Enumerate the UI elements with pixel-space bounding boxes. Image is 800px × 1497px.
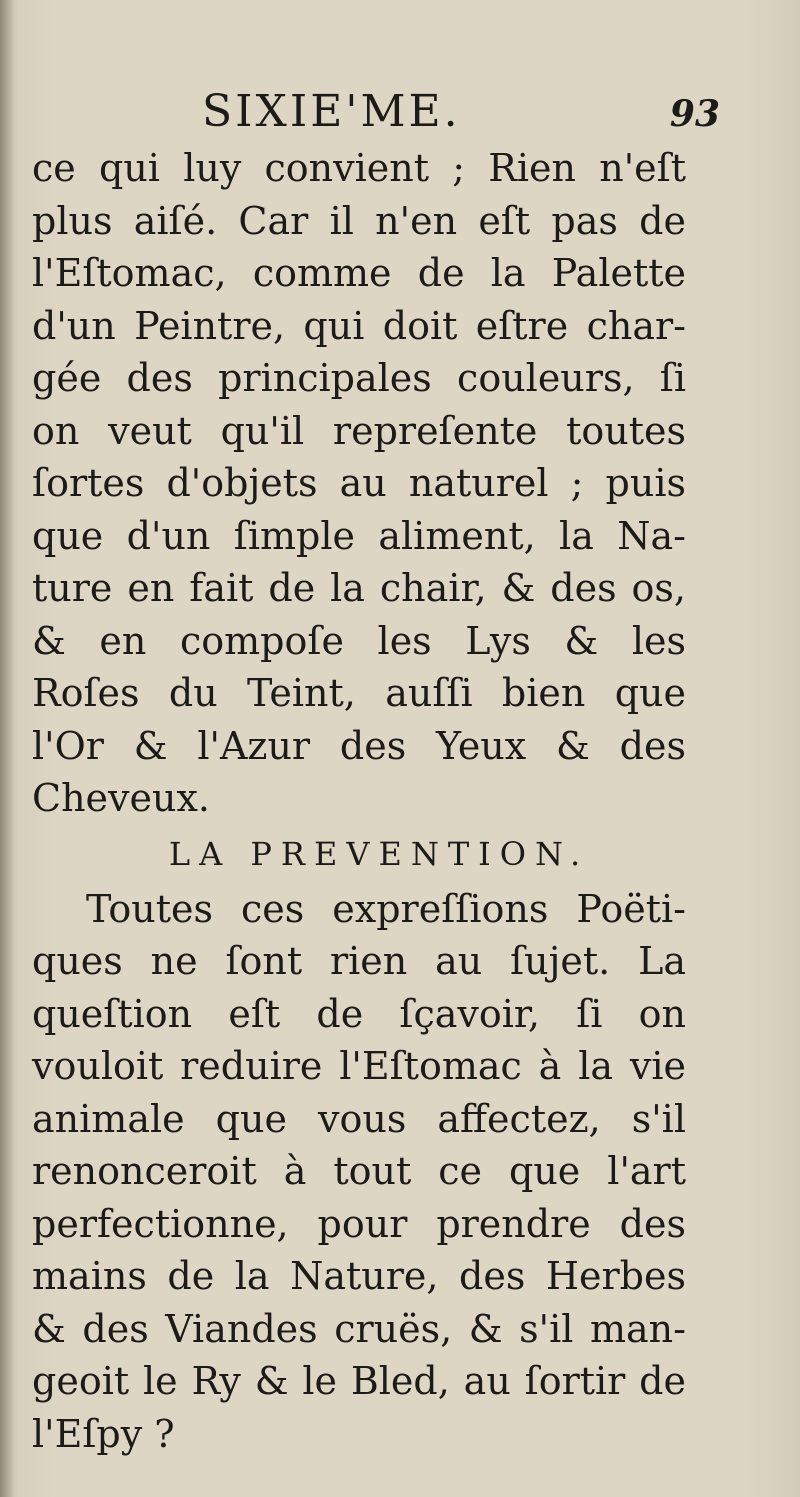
text-line: plus aiſé. Car il n'en eſt pas de [32, 198, 686, 243]
text-line: l'Eſtomac, comme de la Palette [32, 251, 686, 295]
text-line: renonceroit à tout ce que l'art [32, 1149, 686, 1193]
text-line: gée des principales couleurs, ſi [32, 356, 686, 400]
text-line: Cheveux. [32, 776, 210, 820]
text-line: ce qui luy convient ; Rien n'eſt [32, 146, 686, 190]
text-line: animale que vous affectez, s'il [32, 1096, 686, 1141]
page-number: 93 [669, 93, 720, 135]
text-line: l'Eſpy ? [32, 1411, 175, 1456]
text-line: ques ne ſont rien au ſujet. La [32, 939, 686, 983]
paragraph-1 [32, 142, 686, 825]
paragraph-2 [32, 883, 686, 1461]
section-heading: LA PREVENTION. [168, 834, 590, 873]
text-line: l'Or & l'Azur des Yeux & des [32, 723, 686, 768]
text-line: on veut qu'il repreſente toutes [32, 408, 686, 453]
text-line: queſtion eſt de ſçavoir, ſi on [32, 991, 686, 1036]
text-line: ſortes d'objets au naturel ; puis [32, 461, 686, 505]
text-line: & en compoſe les Lys & les [32, 618, 686, 663]
text-line: Roſes du Teint, auſſi bien que [32, 671, 686, 715]
text-line: d'un Peintre, qui doit eſtre char- [32, 303, 686, 348]
text-line: Toutes ces expreſſions Poëti- [86, 886, 686, 931]
text-line: geoit le Ry & le Bled, au ſortir de [32, 1359, 686, 1403]
text-line: mains de la Nature, des Herbes [32, 1254, 686, 1298]
page-binding-shadow [0, 0, 14, 1497]
text-line: & des Viandes cruës, & s'il man- [32, 1306, 686, 1351]
text-line: ture en fait de la chair, & des os, [32, 566, 686, 610]
text-line: que d'un ſimple aliment, la Na- [32, 513, 686, 558]
text-line: vouloit reduire l'Eſtomac à la vie [32, 1044, 686, 1088]
running-head [30, 82, 720, 142]
running-title: SIXIE'ME. [202, 86, 461, 137]
text-line: perfectionne, pour prendre des [32, 1201, 686, 1246]
text-block [32, 142, 686, 1460]
